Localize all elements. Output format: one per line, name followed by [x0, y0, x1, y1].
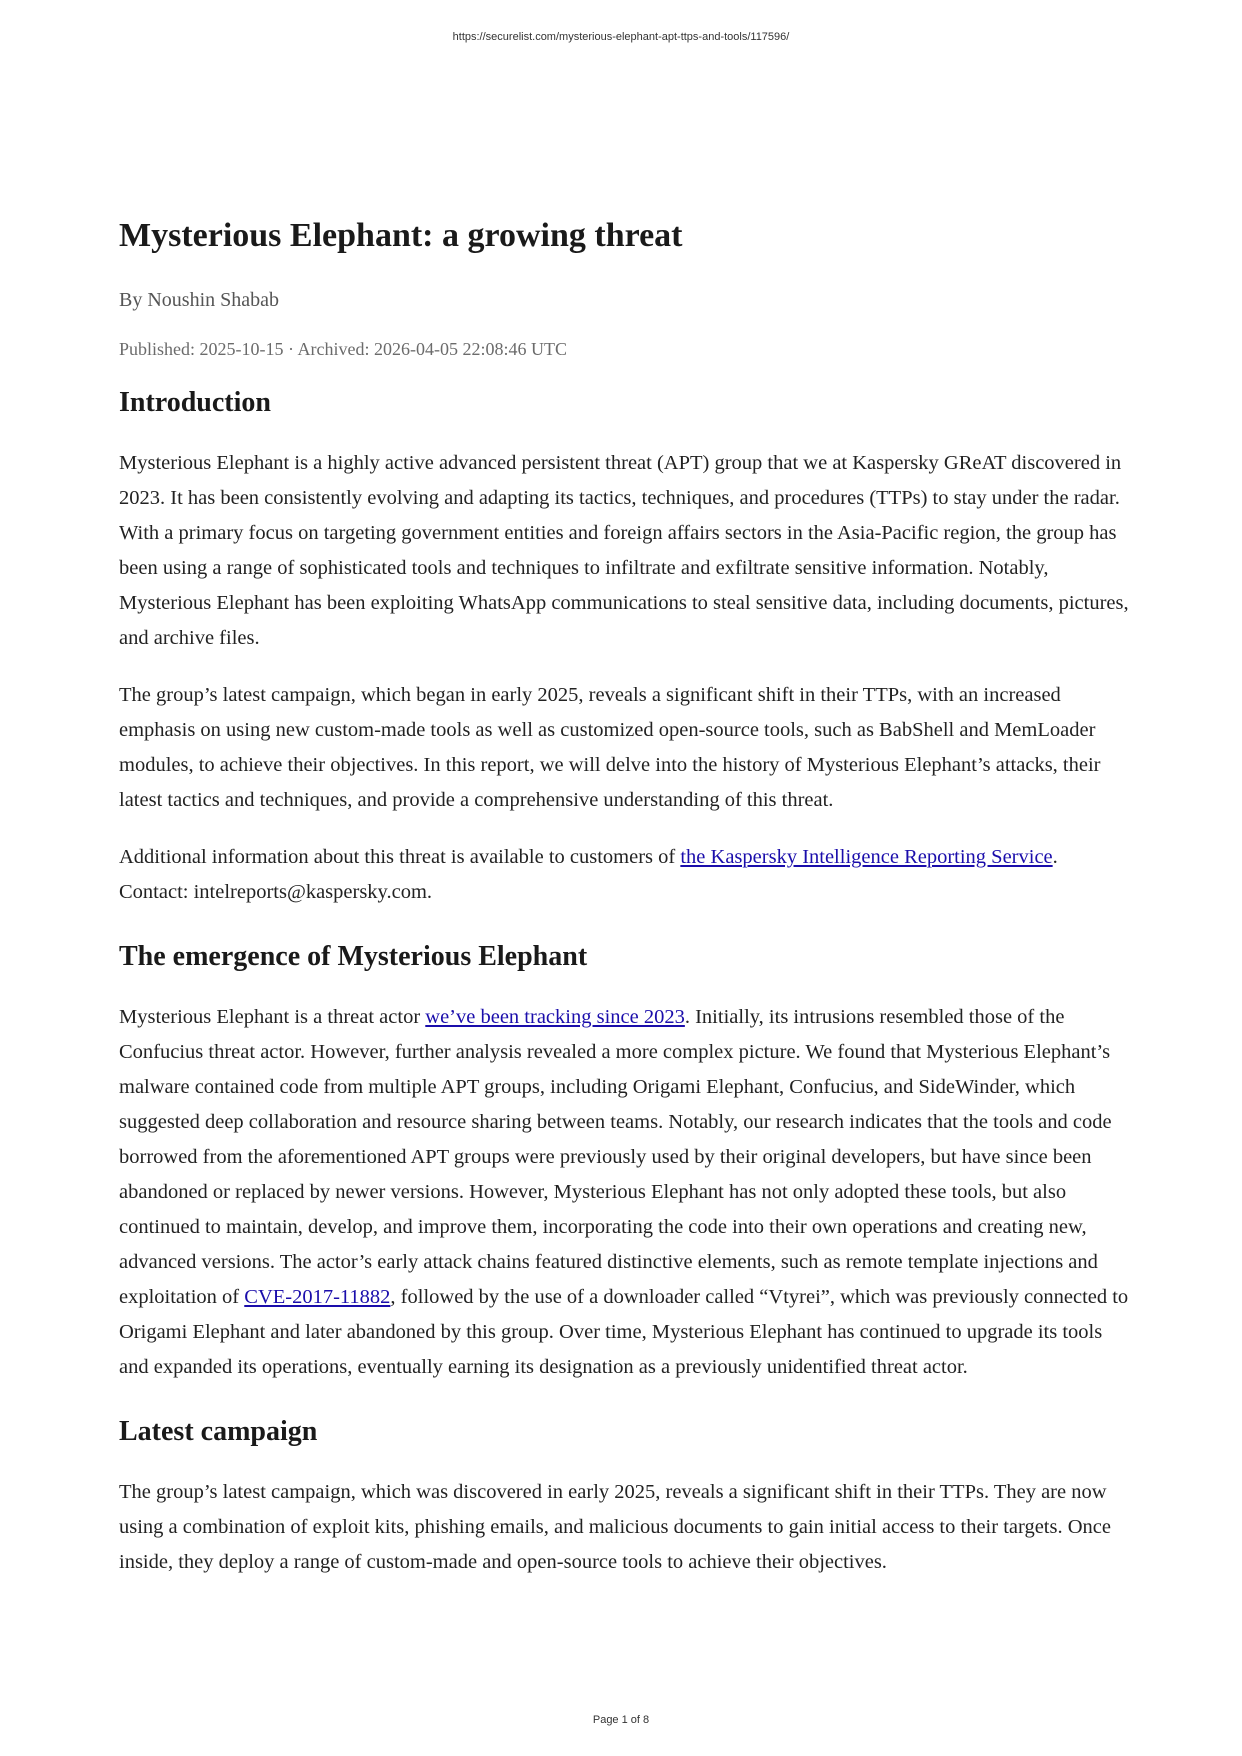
cve-2017-11882-link[interactable]: CVE-2017-11882	[244, 1286, 391, 1308]
paragraph-text: . Contact: intelreports@kaspersky.com.	[119, 846, 1058, 903]
paragraph-text: . Initially, its intrusions resembled those of the Confucius threat actor. However, further analysis revealed a more complex picture. We found that Mysterious Elephant’s malware contained code from multiple APT groups, including Origami Elephant, Confucius, and SideWinder, which suggested deep collaboration and resource sharing between teams. Notably, our research indicates that the tools and code borrowed from the aforementioned APT groups were previously used by their original developers, but have since been abandoned or replaced by newer versions. However, Mysterious Elephant has not only adopted these tools, but also continued to maintain, develop, and improve them, incorporating the code into their own operations and creating new, advanced versions. The actor’s early attack chains featured distinctive elements, such as remote template injections and exploitation of	[119, 1006, 1112, 1308]
paragraph: The group’s latest campaign, which began in early 2025, reveals a significant shift in their TTPs, with an increased emphasis on using new custom-made tools as well as customized open-source tools, such as BabShell and MemLoader modules, to achieve their objectives. In this report, we will delve into the history of Mysterious Elephant’s attacks, their latest tactics and techniques, and provide a comprehensive understanding of this threat.	[119, 684, 1101, 811]
article-title: Mysterious Elephant: a growing threat	[119, 217, 683, 254]
paragraph: Mysterious Elephant is a highly active advanced persistent threat (APT) group that we at Kaspersky GReAT discovered in 2023. It has been consistently evolving and adapting its tactics, techniques, and procedures (TTPs) to stay under the radar. With a primary focus on targeting government entities and foreign affairs sectors in the Asia-Pacific region, the group has been using a range of sophisticated tools and techniques to infiltrate and exfiltrate sensitive information. Notably, Mysterious Elephant has been exploiting WhatsApp communications to steal sensitive data, including documents, pictures, and archive files.	[119, 452, 1129, 649]
paragraph-text: Mysterious Elephant is a threat actor	[119, 1006, 426, 1028]
article-byline: By Noushin Shabab	[119, 289, 279, 311]
section-introduction	[119, 384, 1129, 910]
section-heading-emergence: The emergence of Mysterious Elephant	[119, 941, 588, 972]
article	[119, 212, 1129, 1580]
tracking-since-2023-link[interactable]: we’ve been tracking since 2023	[425, 1006, 685, 1028]
page-number: Page 1 of 8	[592, 1714, 650, 1726]
kaspersky-intelligence-reporting-link[interactable]: the Kaspersky Intelligence Reporting Service	[680, 846, 1053, 868]
section-emergence	[119, 938, 1129, 1385]
paragraph-text: , followed by the use of a downloader called “Vtyrei”, which was previously connected to Origami Elephant and later abandoned by this group. Over time, Mysterious Elephant has continued to upgrade its tools and expanded its operations, eventually earning its designation as a previously unidentified threat actor.	[119, 1286, 1129, 1378]
paragraph: The group’s latest campaign, which was discovered in early 2025, reveals a significant shift in their TTPs. They are now using a combination of exploit kits, phishing emails, and malicious documents to gain initial access to their targets. Once inside, they deploy a range of custom-made and open-source tools to achieve their objectives.	[119, 1481, 1111, 1573]
section-latest-campaign	[119, 1413, 1129, 1580]
paragraph-text: Additional information about this threat is available to customers of	[119, 846, 681, 868]
section-heading-introduction: Introduction	[119, 387, 271, 418]
paragraph-additional-info	[119, 840, 1129, 910]
article-meta: Published: 2025-10-15 · Archived: 2026-04-05 22:08:46 UTC	[119, 339, 567, 359]
page-url-header: https://securelist.com/mysterious-elephant-apt-ttps-and-tools/117596/	[452, 31, 790, 43]
paragraph	[119, 1000, 1129, 1385]
section-heading-latest-campaign: Latest campaign	[119, 1416, 318, 1447]
